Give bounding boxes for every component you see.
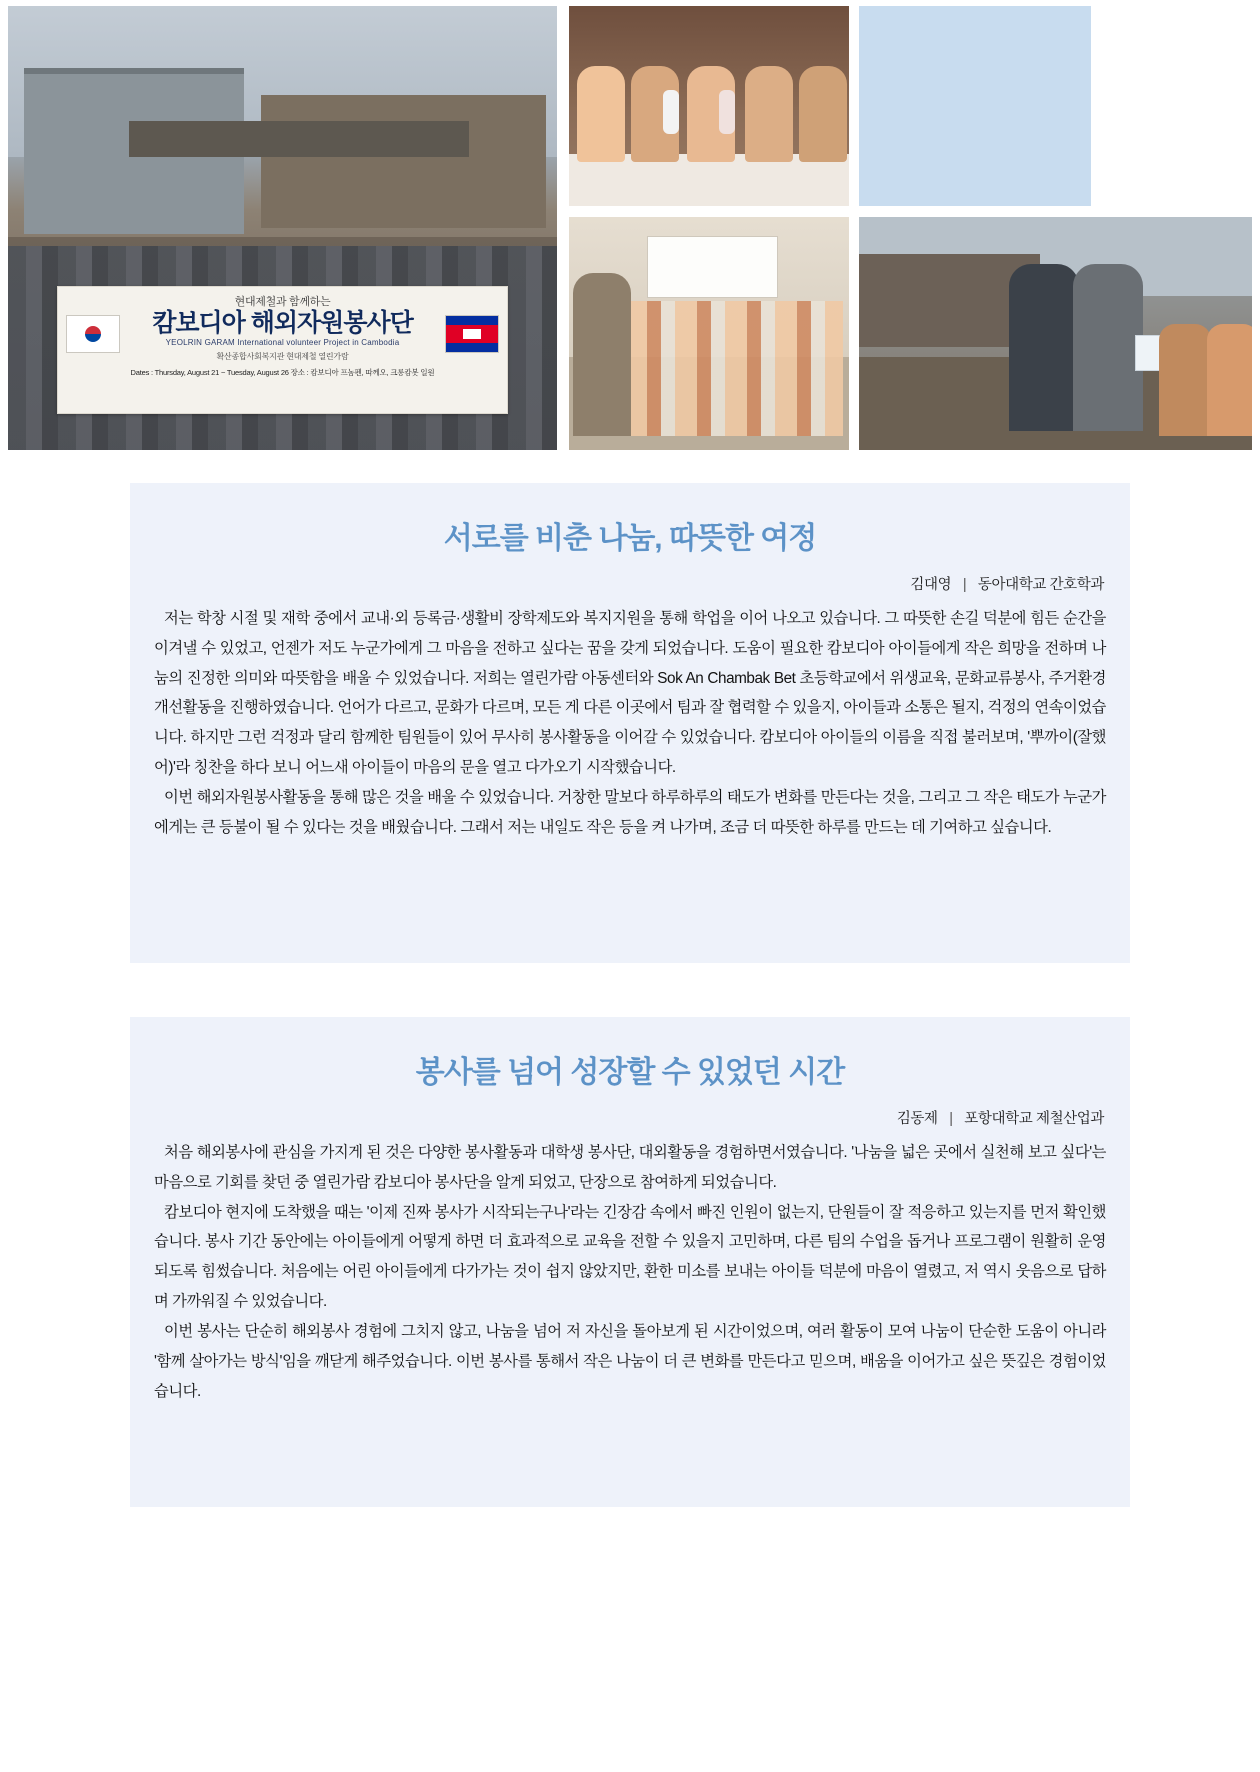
article-paragraph: 이번 봉사는 단순히 해외봉사 경험에 그치지 않고, 나눔을 넘어 저 자신을 돌아보게 된 시간이었으며, 여러 활동이 모여 나눔이 단순한 도움이 아니라 '함께 살아가는 방식'임을 깨닫게 해주었습니다. 이번 봉사를 통해서 작은 나눔이 더 큰 변화를 만든다고 믿으며, 배움을 이어가고 싶은 뜻깊은 경험이었습니다. (154, 1322, 1106, 1400)
child-figure (1207, 324, 1252, 436)
article-paragraph: 저는 학창 시절 및 재학 중에서 교내·외 등록금·생활비 장학제도와 복지지원을 통해 학업을 이어 나오고 있습니다. 그 따뜻한 손길 덕분에 힘든 순간을 이겨낼 수 있었고, 언젠가 저도 누군가에게 그 마음을 전하고 싶다는 꿈을 갖게 되었습니다. 도움이 필요한 캄보디아 아이들에게 작은 희망을 전하며 나눔의 진정한 의미와 따뜻함을 배울 수 있었습니다. 저희는 열린가람 아동센터와 Sok An Chambak Bet 초등학교에서 위생교육, 문화교류봉사, 주거환경개선활동을 진행하였습니다. 언어가 다르고, 문화가 다르며, 모든 게 다른 이곳에서 팀과 잘 협력할 수 있을지, 아이들과 소통은 될지, 걱정의 연속이었습니다. 하지만 그런 걱정과 달리 함께한 팀원들이 있어 무사히 봉사활동을 이어갈 수 있었습니다. 캄보디아 아이들의 이름을 직접 불러보며, '뿌까이(잘했어)'라 칭찬을 하다 보니 어느새 아이들이 마음의 문을 열고 다가오기 시작했습니다. (154, 610, 1106, 777)
cambodia-flag-icon (445, 315, 499, 353)
kids-with-bottles-photo (569, 6, 849, 206)
child-figure (1159, 324, 1211, 436)
article-paragraph: 처음 해외봉사에 관심을 가지게 된 것은 다양한 봉사활동과 대학생 봉사단, 대외활동을 경험하면서였습니다. '나눔을 넓은 곳에서 실천해 보고 싶다'는 마음으로 기회를 찾던 중 열린가람 캄보디아 봉사단을 알게 되었고, 단장으로 참여하게 되었습니다. (154, 1144, 1106, 1191)
article-paragraph: 캄보디아 현지에 도착했을 때는 '이제 진짜 봉사가 시작되는구나'라는 긴장감 속에서 빠진 인원이 없는지, 단원들이 잘 적응하고 있는지를 먼저 확인했습니다. 봉사 기간 동안에는 아이들에게 어떻게 하면 더 효과적으로 교육을 전할 수 있을지 고민하며, 다른 팀의 수업을 돕거나 프로그램이 원활히 운영되도록 힘썼습니다. 처음에는 어린 아이들에게 다가가는 것이 쉽지 않았지만, 환한 미소를 보내는 아이들 덕분에 마음이 열렸고, 저 역시 웃음으로 답하며 가까워질 수 있었습니다. (154, 1203, 1106, 1311)
banner-title: 캄보디아 해외자원봉사단 (152, 308, 413, 337)
banner-dates-location: Dates : Thursday, August 21 ~ Tuesday, August 26 장소 : 캄보디아 프놈펜, 따께오, 크롱캄봇 일원 (130, 368, 435, 378)
group-photo-with-banner (8, 6, 557, 450)
article-card-2 (130, 1017, 1130, 1507)
banner-presenter: 현대제철과 함께하는 (234, 295, 331, 308)
author-name: 김대영 (910, 577, 952, 593)
bottle-object (719, 90, 735, 134)
bottle-object (663, 90, 679, 134)
volunteer-figure (1073, 264, 1143, 432)
blue-placeholder-block (859, 6, 1091, 206)
author-name: 김동제 (896, 1111, 938, 1127)
child-figure (745, 66, 793, 162)
article-title: 서로를 비춘 나눔, 따뜻한 여정 (443, 522, 817, 555)
handing-supplies-photo (859, 217, 1252, 450)
korea-flag-icon (66, 315, 120, 353)
roof-structure (129, 121, 469, 157)
classroom-group-photo (569, 217, 849, 450)
adult-volunteer (573, 273, 631, 436)
article-paragraph: 이번 해외자원봉사활동을 통해 많은 것을 배울 수 있었습니다. 거창한 말보다 하루하루의 태도가 변화를 만든다는 것을, 그리고 그 작은 태도가 누군가에게는 큰 등불이 될 수 있다는 것을 배웠습니다. 그래서 저는 내일도 작은 등을 켜 나가며, 조금 더 따뜻한 하루를 만드는 데 기여하고 싶습니다. (154, 788, 1106, 836)
article-card-1 (130, 483, 1130, 963)
child-figure (577, 66, 625, 162)
child-figure (799, 66, 847, 162)
article-body (154, 1138, 1106, 1406)
event-banner (57, 286, 507, 415)
byline-separator: | (949, 1111, 953, 1127)
banner-logos: 확산종합사회복지관 현대제철 열린가람 (216, 352, 349, 362)
photo-collage (8, 6, 1252, 450)
volunteer-figure (1009, 264, 1079, 432)
author-affiliation: 포항대학교 제철산업과 (964, 1111, 1104, 1127)
banner-subtitle: YEOLRIN GARAM International volunteer Project in Cambodia (165, 338, 400, 348)
article-byline (154, 1107, 1106, 1128)
building-right (261, 95, 546, 228)
poster-on-wall (647, 236, 778, 299)
article-body (154, 604, 1106, 843)
article-byline (154, 573, 1106, 594)
byline-separator: | (962, 577, 967, 593)
author-affiliation: 동아대학교 간호학과 (977, 577, 1104, 593)
article-title: 봉사를 넘어 성장할 수 있었던 시간 (415, 1056, 845, 1089)
